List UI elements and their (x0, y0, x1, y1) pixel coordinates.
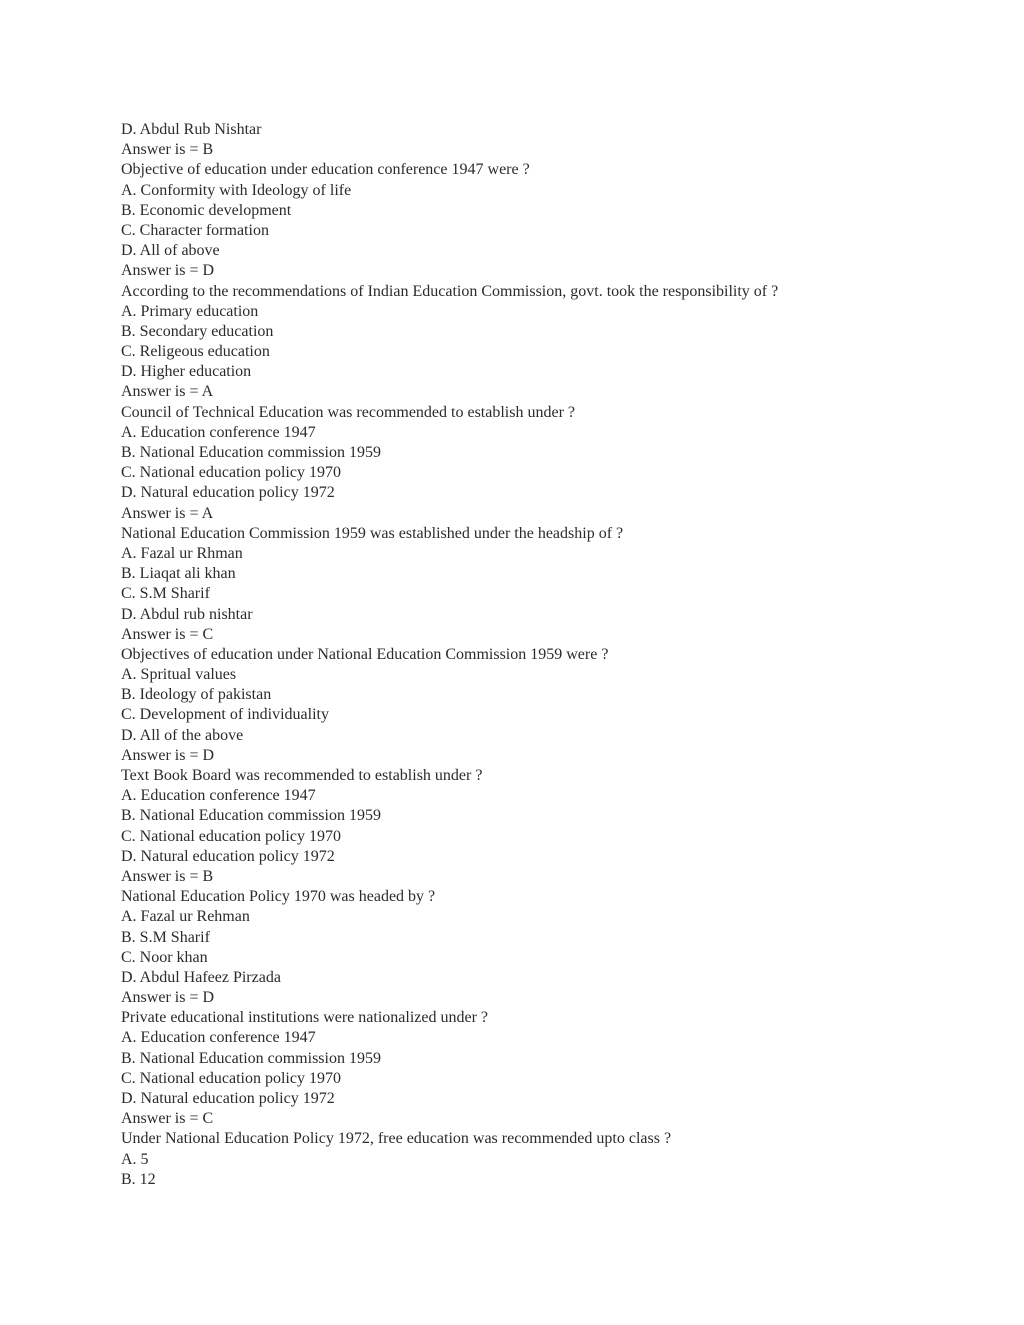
option-line: D. All of above (121, 242, 220, 260)
option-line: D. Abdul Hafeez Pirzada (121, 968, 281, 986)
option-line: D. Abdul rub nishtar (121, 605, 253, 623)
option-line: A. Education conference 1947 (121, 787, 316, 805)
option-line: D. Natural education policy 1972 (121, 484, 335, 502)
option-line: B. Secondary education (121, 322, 274, 340)
option-line: B. National Education commission 1959 (121, 444, 381, 461)
option-line: C. Development of individuality (121, 706, 329, 724)
question-line: National Education Commission 1959 was established under the headship of ? (121, 524, 624, 542)
option-line: D. Higher education (121, 363, 252, 381)
option-line: B. Liaqat ali khan (121, 565, 236, 583)
option-line: C. National education policy 1970 (121, 1069, 341, 1087)
option-line: D. Natural education policy 1972 (121, 847, 335, 865)
option-line: B. S.M Sharif (121, 928, 210, 946)
answer-line: Answer is = B (121, 141, 214, 159)
question-line: Council of Technical Education was recommended to establish under ? (121, 403, 575, 421)
option-line: A. Conformity with Ideology of life (121, 181, 352, 199)
option-line: C. S.M Sharif (121, 585, 210, 603)
document-text-block (121, 120, 981, 1190)
question-line: Private educational institutions were nationalized under ? (121, 1009, 488, 1027)
option-line: C. Noor khan (121, 948, 208, 966)
answer-line: Answer is = B (121, 867, 214, 885)
option-line: C. Religeous education (121, 343, 270, 361)
option-line: D. Natural education policy 1972 (121, 1090, 335, 1107)
question-line: Objectives of education under National Education Commission 1959 were ? (121, 645, 609, 663)
question-line: Text Book Board was recommended to establish under ? (121, 767, 483, 784)
option-line: B. 12 (121, 1170, 156, 1188)
option-line: A. Fazal ur Rhman (121, 544, 243, 562)
option-line: D. All of the above (121, 726, 244, 744)
option-line: A. Fazal ur Rehman (121, 908, 250, 926)
question-line: According to the recommendations of Indian Education Commission, govt. took the responsibility of ? (121, 282, 779, 300)
answer-line: Answer is = D (121, 262, 215, 280)
question-line: National Education Policy 1970 was headed by ? (121, 888, 436, 906)
answer-line: Answer is = A (121, 383, 214, 401)
option-line: B. National Education commission 1959 (121, 1049, 381, 1067)
answer-line: Answer is = D (121, 746, 215, 764)
answer-line: Answer is = C (121, 625, 214, 643)
option-line: B. National Education commission 1959 (121, 807, 381, 825)
option-line: A. Education conference 1947 (121, 1029, 316, 1047)
option-line: A. Spritual values (121, 666, 237, 684)
option-line: A. Education conference 1947 (121, 423, 316, 441)
option-line: A. 5 (121, 1150, 149, 1168)
option-line: C. National education policy 1970 (121, 464, 341, 482)
question-line: Objective of education under education conference 1947 were ? (121, 161, 530, 179)
answer-line: Answer is = D (121, 989, 215, 1007)
answer-line: Answer is = C (121, 1110, 214, 1128)
question-line: Under National Education Policy 1972, free education was recommended upto class ? (121, 1130, 672, 1148)
answer-line: Answer is = A (121, 504, 214, 522)
option-line: B. Economic development (121, 201, 292, 219)
option-line: B. Ideology of pakistan (121, 686, 272, 704)
option-line: D. Abdul Rub Nishtar (121, 121, 262, 138)
option-line: C. Character formation (121, 221, 269, 239)
option-line: C. National education policy 1970 (121, 827, 341, 845)
option-line: A. Primary education (121, 302, 259, 320)
